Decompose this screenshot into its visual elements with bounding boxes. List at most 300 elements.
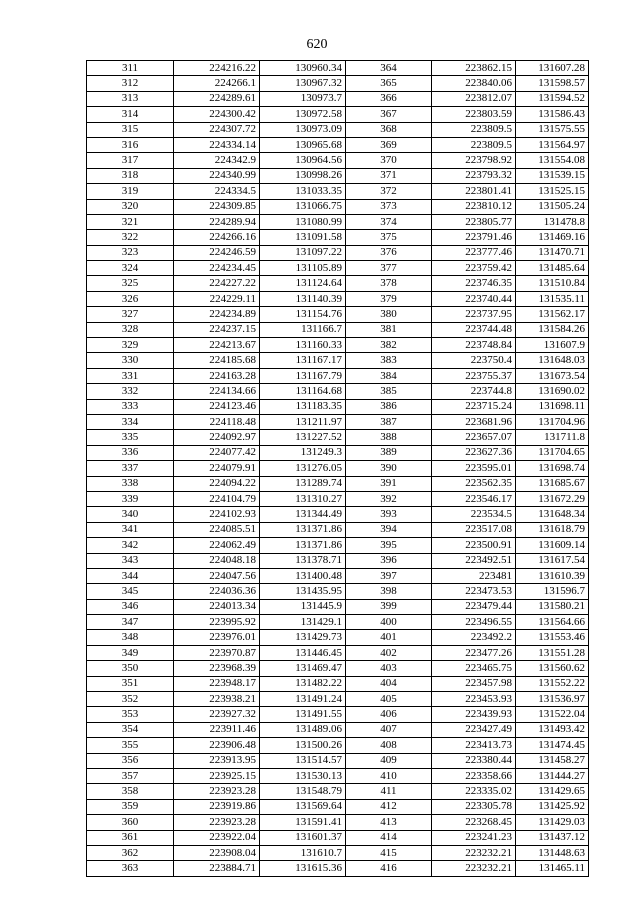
x-coordinate-cell: 224237.15 [174, 322, 260, 337]
x-coordinate-cell: 223803.59 [432, 107, 516, 122]
point-number-cell: 339 [87, 491, 174, 506]
x-coordinate-cell: 224102.93 [174, 507, 260, 522]
x-coordinate-cell: 224036.36 [174, 584, 260, 599]
y-coordinate-cell: 131493.42 [516, 722, 589, 737]
x-coordinate-cell: 223496.55 [432, 615, 516, 630]
table-row [87, 199, 589, 214]
table-row [87, 368, 589, 383]
table-row [87, 768, 589, 783]
table-row [87, 461, 589, 476]
x-coordinate-cell: 224079.91 [174, 461, 260, 476]
x-coordinate-cell: 223906.48 [174, 738, 260, 753]
x-coordinate-cell: 223913.95 [174, 753, 260, 768]
table-row [87, 61, 589, 76]
y-coordinate-cell: 131167.79 [260, 368, 346, 383]
y-coordinate-cell: 131166.7 [260, 322, 346, 337]
x-coordinate-cell: 224092.97 [174, 430, 260, 445]
point-number-cell: 374 [346, 214, 432, 229]
y-coordinate-cell: 131491.55 [260, 707, 346, 722]
x-coordinate-cell: 223750.4 [432, 353, 516, 368]
point-number-cell: 378 [346, 276, 432, 291]
x-coordinate-cell: 224104.79 [174, 491, 260, 506]
table-row [87, 615, 589, 630]
point-number-cell: 366 [346, 91, 432, 106]
point-number-cell: 380 [346, 307, 432, 322]
point-number-cell: 351 [87, 676, 174, 691]
x-coordinate-cell: 223232.21 [432, 861, 516, 876]
table-row [87, 184, 589, 199]
point-number-cell: 322 [87, 230, 174, 245]
point-number-cell: 348 [87, 630, 174, 645]
x-coordinate-cell: 223976.01 [174, 630, 260, 645]
y-coordinate-cell: 131160.33 [260, 338, 346, 353]
y-coordinate-cell: 131183.35 [260, 399, 346, 414]
point-number-cell: 349 [87, 645, 174, 660]
y-coordinate-cell: 131378.71 [260, 553, 346, 568]
point-number-cell: 362 [87, 845, 174, 860]
point-number-cell: 314 [87, 107, 174, 122]
y-coordinate-cell: 130973.7 [260, 91, 346, 106]
coordinates-table-body [87, 61, 589, 877]
y-coordinate-cell: 131711.8 [516, 430, 589, 445]
y-coordinate-cell: 131514.57 [260, 753, 346, 768]
point-number-cell: 415 [346, 845, 432, 860]
y-coordinate-cell: 131510.84 [516, 276, 589, 291]
point-number-cell: 379 [346, 291, 432, 306]
y-coordinate-cell: 130964.56 [260, 153, 346, 168]
point-number-cell: 358 [87, 784, 174, 799]
table-row [87, 261, 589, 276]
point-number-cell: 337 [87, 461, 174, 476]
y-coordinate-cell: 131610.7 [260, 845, 346, 860]
x-coordinate-cell: 223809.5 [432, 122, 516, 137]
point-number-cell: 311 [87, 61, 174, 76]
x-coordinate-cell: 223562.35 [432, 476, 516, 491]
point-number-cell: 331 [87, 368, 174, 383]
y-coordinate-cell: 131482.22 [260, 676, 346, 691]
table-row [87, 414, 589, 429]
table-row [87, 799, 589, 814]
point-number-cell: 363 [87, 861, 174, 876]
point-number-cell: 400 [346, 615, 432, 630]
point-number-cell: 360 [87, 815, 174, 830]
table-row [87, 384, 589, 399]
x-coordinate-cell: 224246.59 [174, 245, 260, 260]
table-row [87, 76, 589, 91]
y-coordinate-cell: 131505.24 [516, 199, 589, 214]
y-coordinate-cell: 131552.22 [516, 676, 589, 691]
x-coordinate-cell: 224307.72 [174, 122, 260, 137]
y-coordinate-cell: 130972.58 [260, 107, 346, 122]
point-number-cell: 401 [346, 630, 432, 645]
table-row [87, 399, 589, 414]
y-coordinate-cell: 131584.26 [516, 322, 589, 337]
y-coordinate-cell: 131080.99 [260, 214, 346, 229]
point-number-cell: 336 [87, 445, 174, 460]
y-coordinate-cell: 131429.73 [260, 630, 346, 645]
y-coordinate-cell: 131066.75 [260, 199, 346, 214]
table-row [87, 584, 589, 599]
y-coordinate-cell: 131551.28 [516, 645, 589, 660]
table-row [87, 722, 589, 737]
point-number-cell: 382 [346, 338, 432, 353]
table-row [87, 307, 589, 322]
y-coordinate-cell: 131522.04 [516, 707, 589, 722]
point-number-cell: 375 [346, 230, 432, 245]
table-row [87, 538, 589, 553]
y-coordinate-cell: 131598.57 [516, 76, 589, 91]
y-coordinate-cell: 131648.03 [516, 353, 589, 368]
table-row [87, 245, 589, 260]
table-row [87, 291, 589, 306]
table-row [87, 230, 589, 245]
x-coordinate-cell: 224227.22 [174, 276, 260, 291]
x-coordinate-cell: 223232.21 [432, 845, 516, 860]
x-coordinate-cell: 224213.67 [174, 338, 260, 353]
y-coordinate-cell: 131609.14 [516, 538, 589, 553]
x-coordinate-cell: 223755.37 [432, 368, 516, 383]
point-number-cell: 397 [346, 568, 432, 583]
y-coordinate-cell: 131446.45 [260, 645, 346, 660]
table-row [87, 491, 589, 506]
point-number-cell: 394 [346, 522, 432, 537]
point-number-cell: 410 [346, 768, 432, 783]
point-number-cell: 317 [87, 153, 174, 168]
y-coordinate-cell: 131548.79 [260, 784, 346, 799]
point-number-cell: 344 [87, 568, 174, 583]
y-coordinate-cell: 131167.17 [260, 353, 346, 368]
table-row [87, 107, 589, 122]
x-coordinate-cell: 223927.32 [174, 707, 260, 722]
point-number-cell: 312 [87, 76, 174, 91]
y-coordinate-cell: 131500.26 [260, 738, 346, 753]
x-coordinate-cell: 224229.11 [174, 291, 260, 306]
y-coordinate-cell: 131591.41 [260, 815, 346, 830]
y-coordinate-cell: 131097.22 [260, 245, 346, 260]
x-coordinate-cell: 223744.48 [432, 322, 516, 337]
x-coordinate-cell: 223810.12 [432, 199, 516, 214]
y-coordinate-cell: 131562.17 [516, 307, 589, 322]
y-coordinate-cell: 131601.37 [260, 830, 346, 845]
y-coordinate-cell: 131164.68 [260, 384, 346, 399]
y-coordinate-cell: 131474.45 [516, 738, 589, 753]
table-row [87, 522, 589, 537]
x-coordinate-cell: 223995.92 [174, 615, 260, 630]
coordinates-table [86, 60, 589, 877]
point-number-cell: 318 [87, 168, 174, 183]
point-number-cell: 355 [87, 738, 174, 753]
point-number-cell: 361 [87, 830, 174, 845]
x-coordinate-cell: 224094.22 [174, 476, 260, 491]
x-coordinate-cell: 224289.61 [174, 91, 260, 106]
point-number-cell: 377 [346, 261, 432, 276]
point-number-cell: 326 [87, 291, 174, 306]
point-number-cell: 323 [87, 245, 174, 260]
x-coordinate-cell: 223759.42 [432, 261, 516, 276]
x-coordinate-cell: 224342.9 [174, 153, 260, 168]
x-coordinate-cell: 223737.95 [432, 307, 516, 322]
y-coordinate-cell: 131485.64 [516, 261, 589, 276]
y-coordinate-cell: 131553.46 [516, 630, 589, 645]
table-row [87, 753, 589, 768]
table-row [87, 91, 589, 106]
x-coordinate-cell: 224216.22 [174, 61, 260, 76]
table-row [87, 507, 589, 522]
point-number-cell: 353 [87, 707, 174, 722]
y-coordinate-cell: 131615.36 [260, 861, 346, 876]
table-row [87, 153, 589, 168]
x-coordinate-cell: 224334.5 [174, 184, 260, 199]
point-number-cell: 404 [346, 676, 432, 691]
y-coordinate-cell: 131610.39 [516, 568, 589, 583]
y-coordinate-cell: 131607.9 [516, 338, 589, 353]
x-coordinate-cell: 224047.56 [174, 568, 260, 583]
y-coordinate-cell: 131648.34 [516, 507, 589, 522]
point-number-cell: 385 [346, 384, 432, 399]
x-coordinate-cell: 224185.68 [174, 353, 260, 368]
y-coordinate-cell: 131569.64 [260, 799, 346, 814]
y-coordinate-cell: 131554.08 [516, 153, 589, 168]
point-number-cell: 367 [346, 107, 432, 122]
x-coordinate-cell: 223948.17 [174, 676, 260, 691]
x-coordinate-cell: 224266.16 [174, 230, 260, 245]
table-row [87, 599, 589, 614]
y-coordinate-cell: 131564.66 [516, 615, 589, 630]
y-coordinate-cell: 131140.39 [260, 291, 346, 306]
y-coordinate-cell: 131539.15 [516, 168, 589, 183]
x-coordinate-cell: 223465.75 [432, 661, 516, 676]
table-row [87, 338, 589, 353]
x-coordinate-cell: 224062.49 [174, 538, 260, 553]
x-coordinate-cell: 224234.89 [174, 307, 260, 322]
x-coordinate-cell: 223862.15 [432, 61, 516, 76]
x-coordinate-cell: 223791.46 [432, 230, 516, 245]
point-number-cell: 414 [346, 830, 432, 845]
y-coordinate-cell: 130998.26 [260, 168, 346, 183]
x-coordinate-cell: 223923.28 [174, 784, 260, 799]
y-coordinate-cell: 131425.92 [516, 799, 589, 814]
x-coordinate-cell: 223380.44 [432, 753, 516, 768]
table-row [87, 815, 589, 830]
y-coordinate-cell: 131469.16 [516, 230, 589, 245]
x-coordinate-cell: 223500.91 [432, 538, 516, 553]
y-coordinate-cell: 130960.34 [260, 61, 346, 76]
y-coordinate-cell: 131429.03 [516, 815, 589, 830]
y-coordinate-cell: 131478.8 [516, 214, 589, 229]
y-coordinate-cell: 131469.47 [260, 661, 346, 676]
table-row [87, 214, 589, 229]
y-coordinate-cell: 131575.55 [516, 122, 589, 137]
y-coordinate-cell: 131491.24 [260, 692, 346, 707]
y-coordinate-cell: 131535.11 [516, 291, 589, 306]
y-coordinate-cell: 131091.58 [260, 230, 346, 245]
y-coordinate-cell: 131435.95 [260, 584, 346, 599]
x-coordinate-cell: 224118.48 [174, 414, 260, 429]
point-number-cell: 325 [87, 276, 174, 291]
point-number-cell: 359 [87, 799, 174, 814]
y-coordinate-cell: 131673.54 [516, 368, 589, 383]
y-coordinate-cell: 131465.11 [516, 861, 589, 876]
y-coordinate-cell: 131445.9 [260, 599, 346, 614]
point-number-cell: 338 [87, 476, 174, 491]
table-row [87, 553, 589, 568]
y-coordinate-cell: 131470.71 [516, 245, 589, 260]
point-number-cell: 413 [346, 815, 432, 830]
x-coordinate-cell: 223453.93 [432, 692, 516, 707]
x-coordinate-cell: 223517.08 [432, 522, 516, 537]
x-coordinate-cell: 223925.15 [174, 768, 260, 783]
y-coordinate-cell: 131698.11 [516, 399, 589, 414]
point-number-cell: 372 [346, 184, 432, 199]
x-coordinate-cell: 223715.24 [432, 399, 516, 414]
x-coordinate-cell: 224123.46 [174, 399, 260, 414]
point-number-cell: 405 [346, 692, 432, 707]
x-coordinate-cell: 223968.39 [174, 661, 260, 676]
x-coordinate-cell: 224163.28 [174, 368, 260, 383]
y-coordinate-cell: 131704.96 [516, 414, 589, 429]
x-coordinate-cell: 223481 [432, 568, 516, 583]
point-number-cell: 330 [87, 353, 174, 368]
y-coordinate-cell: 131536.97 [516, 692, 589, 707]
x-coordinate-cell: 223457.98 [432, 676, 516, 691]
table-row [87, 692, 589, 707]
point-number-cell: 393 [346, 507, 432, 522]
point-number-cell: 398 [346, 584, 432, 599]
point-number-cell: 408 [346, 738, 432, 753]
point-number-cell: 319 [87, 184, 174, 199]
table-row [87, 445, 589, 460]
table-row [87, 830, 589, 845]
x-coordinate-cell: 223744.8 [432, 384, 516, 399]
point-number-cell: 371 [346, 168, 432, 183]
y-coordinate-cell: 131448.63 [516, 845, 589, 860]
point-number-cell: 388 [346, 430, 432, 445]
y-coordinate-cell: 131596.7 [516, 584, 589, 599]
x-coordinate-cell: 224085.51 [174, 522, 260, 537]
x-coordinate-cell: 223970.87 [174, 645, 260, 660]
table-row [87, 476, 589, 491]
point-number-cell: 376 [346, 245, 432, 260]
x-coordinate-cell: 224309.85 [174, 199, 260, 214]
x-coordinate-cell: 223358.66 [432, 768, 516, 783]
point-number-cell: 389 [346, 445, 432, 460]
x-coordinate-cell: 224289.94 [174, 214, 260, 229]
table-row [87, 353, 589, 368]
x-coordinate-cell: 223805.77 [432, 214, 516, 229]
y-coordinate-cell: 131444.27 [516, 768, 589, 783]
y-coordinate-cell: 131371.86 [260, 538, 346, 553]
point-number-cell: 356 [87, 753, 174, 768]
point-number-cell: 315 [87, 122, 174, 137]
point-number-cell: 357 [87, 768, 174, 783]
point-number-cell: 381 [346, 322, 432, 337]
x-coordinate-cell: 223923.28 [174, 815, 260, 830]
point-number-cell: 396 [346, 553, 432, 568]
point-number-cell: 328 [87, 322, 174, 337]
y-coordinate-cell: 131344.49 [260, 507, 346, 522]
x-coordinate-cell: 223922.04 [174, 830, 260, 845]
point-number-cell: 395 [346, 538, 432, 553]
x-coordinate-cell: 223241.23 [432, 830, 516, 845]
y-coordinate-cell: 131033.35 [260, 184, 346, 199]
point-number-cell: 316 [87, 137, 174, 152]
x-coordinate-cell: 223801.41 [432, 184, 516, 199]
x-coordinate-cell: 223657.07 [432, 430, 516, 445]
x-coordinate-cell: 223627.36 [432, 445, 516, 460]
y-coordinate-cell: 131560.62 [516, 661, 589, 676]
point-number-cell: 373 [346, 199, 432, 214]
x-coordinate-cell: 223793.32 [432, 168, 516, 183]
y-coordinate-cell: 131580.21 [516, 599, 589, 614]
x-coordinate-cell: 224234.45 [174, 261, 260, 276]
x-coordinate-cell: 224013.34 [174, 599, 260, 614]
y-coordinate-cell: 131617.54 [516, 553, 589, 568]
x-coordinate-cell: 223798.92 [432, 153, 516, 168]
y-coordinate-cell: 131690.02 [516, 384, 589, 399]
table-row [87, 645, 589, 660]
x-coordinate-cell: 224077.42 [174, 445, 260, 460]
point-number-cell: 327 [87, 307, 174, 322]
x-coordinate-cell: 224134.66 [174, 384, 260, 399]
point-number-cell: 399 [346, 599, 432, 614]
point-number-cell: 340 [87, 507, 174, 522]
x-coordinate-cell: 223268.45 [432, 815, 516, 830]
point-number-cell: 354 [87, 722, 174, 737]
table-row [87, 845, 589, 860]
point-number-cell: 402 [346, 645, 432, 660]
table-row [87, 676, 589, 691]
x-coordinate-cell: 223809.5 [432, 137, 516, 152]
point-number-cell: 390 [346, 461, 432, 476]
y-coordinate-cell: 131685.67 [516, 476, 589, 491]
x-coordinate-cell: 223534.5 [432, 507, 516, 522]
y-coordinate-cell: 131154.76 [260, 307, 346, 322]
point-number-cell: 332 [87, 384, 174, 399]
point-number-cell: 409 [346, 753, 432, 768]
y-coordinate-cell: 131530.13 [260, 768, 346, 783]
y-coordinate-cell: 131594.52 [516, 91, 589, 106]
x-coordinate-cell: 223746.35 [432, 276, 516, 291]
y-coordinate-cell: 131429.1 [260, 615, 346, 630]
point-number-cell: 411 [346, 784, 432, 799]
x-coordinate-cell: 223492.51 [432, 553, 516, 568]
x-coordinate-cell: 223492.2 [432, 630, 516, 645]
x-coordinate-cell: 223427.49 [432, 722, 516, 737]
x-coordinate-cell: 223777.46 [432, 245, 516, 260]
x-coordinate-cell: 224266.1 [174, 76, 260, 91]
table-row [87, 784, 589, 799]
y-coordinate-cell: 131400.48 [260, 568, 346, 583]
y-coordinate-cell: 131124.64 [260, 276, 346, 291]
point-number-cell: 345 [87, 584, 174, 599]
y-coordinate-cell: 131211.97 [260, 414, 346, 429]
y-coordinate-cell: 131249.3 [260, 445, 346, 460]
point-number-cell: 369 [346, 137, 432, 152]
y-coordinate-cell: 131429.65 [516, 784, 589, 799]
table-row [87, 568, 589, 583]
y-coordinate-cell: 130973.09 [260, 122, 346, 137]
point-number-cell: 368 [346, 122, 432, 137]
x-coordinate-cell: 223439.93 [432, 707, 516, 722]
y-coordinate-cell: 131586.43 [516, 107, 589, 122]
point-number-cell: 407 [346, 722, 432, 737]
table-row [87, 630, 589, 645]
point-number-cell: 321 [87, 214, 174, 229]
y-coordinate-cell: 131672.29 [516, 491, 589, 506]
x-coordinate-cell: 223911.46 [174, 722, 260, 737]
y-coordinate-cell: 131105.89 [260, 261, 346, 276]
x-coordinate-cell: 223473.53 [432, 584, 516, 599]
